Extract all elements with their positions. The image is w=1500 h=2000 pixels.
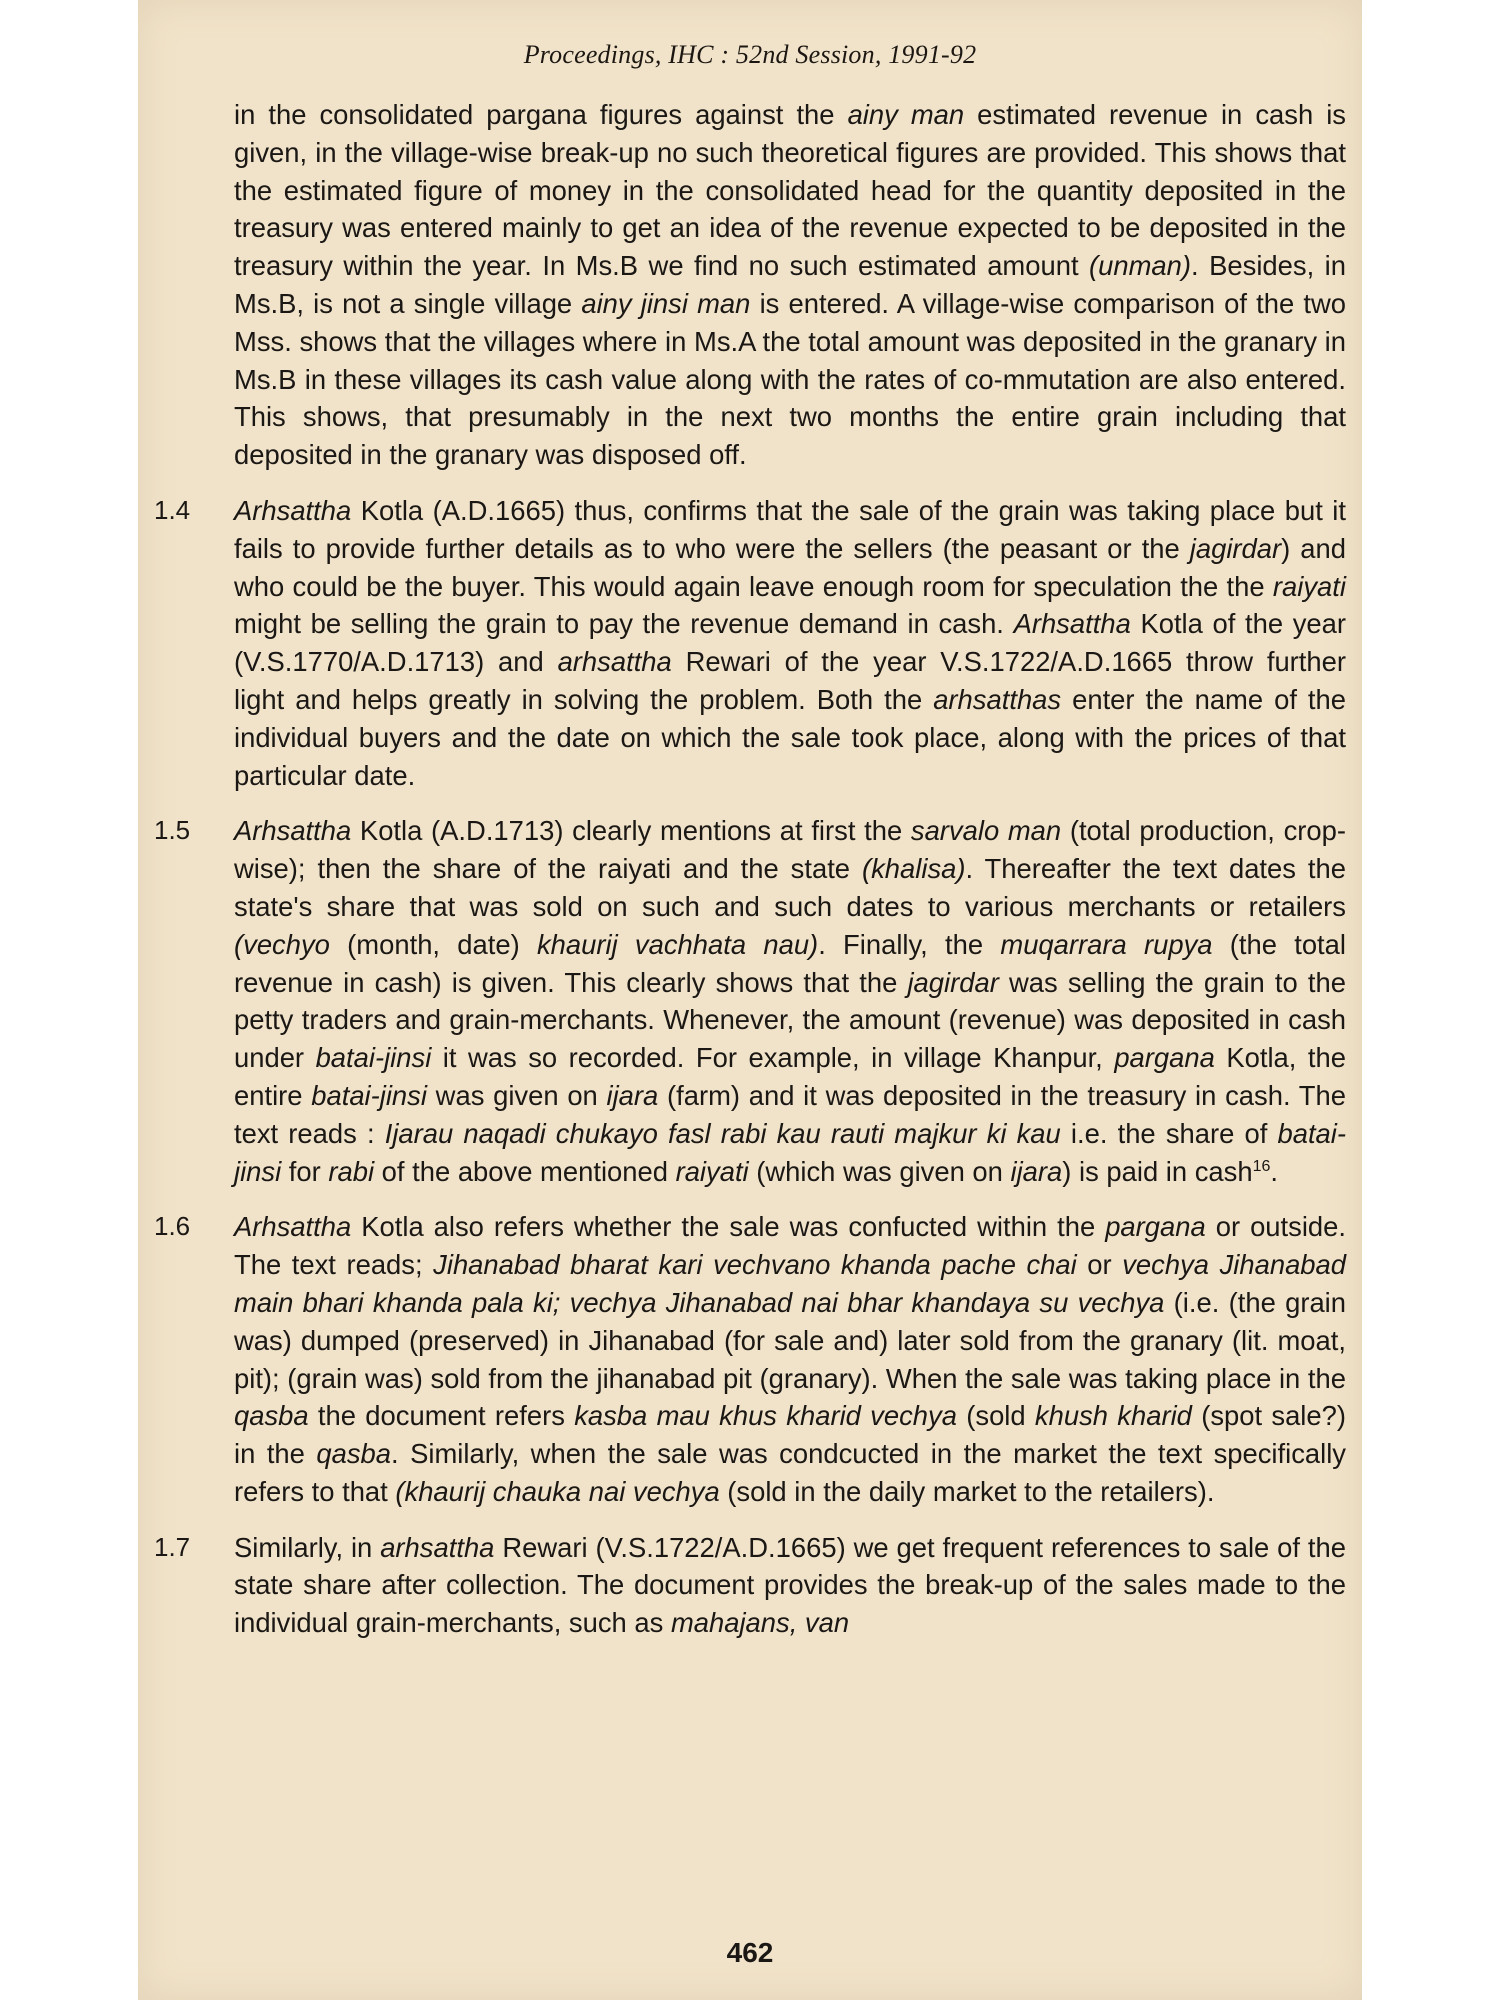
italic-term: Arhsattha bbox=[234, 494, 352, 526]
footnote-ref: 16 bbox=[1252, 1157, 1271, 1175]
text-run: the document refers bbox=[308, 1400, 575, 1432]
text-run: (farm) and it was deposited in the treasury in cash. The text reads : bbox=[234, 1079, 1346, 1149]
text-run: Kotla also refers whether the sale was confucted within the bbox=[351, 1211, 1106, 1243]
scanned-page bbox=[138, 0, 1362, 2000]
paragraph-1-7 bbox=[154, 1529, 1347, 1642]
italic-term: qasba bbox=[316, 1438, 392, 1470]
text-run: ) and who could be the buyer. This would again leave enough room for speculation the the bbox=[234, 532, 1347, 602]
text-run: or bbox=[1076, 1249, 1123, 1281]
text-run: Kotla (A.D.1713) clearly mentions at first the bbox=[351, 815, 911, 847]
text-run: (which was given on bbox=[748, 1155, 1011, 1187]
italic-term: raiyati bbox=[675, 1155, 749, 1187]
text-run: of the above mentioned bbox=[374, 1155, 676, 1187]
italic-term: khush kharid bbox=[1034, 1400, 1192, 1432]
italic-term: (khalisa) bbox=[861, 853, 966, 885]
italic-term: kasba mau khus kharid vechya bbox=[574, 1400, 957, 1432]
paragraph-number: 1.6 bbox=[154, 1211, 191, 1242]
italic-term: jagirdar bbox=[907, 966, 999, 998]
italic-term: khaurij vachhata nau) bbox=[536, 928, 819, 960]
italic-term: arhsatthas bbox=[933, 683, 1062, 715]
text-run: (total production, crop-wise); then the share of the raiyati and the state bbox=[234, 815, 1346, 885]
text-run: Kotla of the year (V.S.1770/A.D.1713) and bbox=[234, 608, 1346, 678]
italic-term: rabi bbox=[328, 1155, 375, 1187]
text-run: Kotla (A.D.1665) thus, confirms that the sale of the grain was taking place but it fails to provide further details as to who were the sellers (the peasant or the bbox=[234, 494, 1346, 564]
paragraph-number: 1.5 bbox=[154, 815, 191, 846]
text-run: it was so recorded. For example, in village Khanpur, bbox=[431, 1042, 1115, 1074]
italic-term: qasba bbox=[234, 1400, 309, 1432]
italic-term: (vechyo bbox=[234, 928, 330, 960]
text-run: (month, date) bbox=[329, 928, 537, 960]
text-run: (sold in the daily market to the retailers). bbox=[719, 1475, 1215, 1507]
paragraph-number: 1.4 bbox=[154, 494, 191, 525]
text-run: . Finally, the bbox=[818, 928, 1001, 960]
italic-term: ainy jinsi man bbox=[581, 287, 751, 319]
text-run: estimated revenue in cash is given, in the village-wise break-up no such theoretical figures are provided. This shows that the estimated figure of money in the consolidated head for the quantity deposited in the treasury was entered mainly to get an idea of the revenue expected to be deposited in the treasury within the year. In Ms.B we find no such estimated amount bbox=[234, 99, 1346, 282]
italic-term: arhsattha bbox=[557, 646, 672, 678]
page-number: 462 bbox=[726, 1937, 774, 1968]
text-run: was selling the grain to the petty traders and grain-merchants. Whenever, the amount (revenue) was deposited in cash under bbox=[234, 966, 1346, 1074]
italic-term: (unman) bbox=[1089, 250, 1192, 282]
paragraph-number: 1.7 bbox=[154, 1531, 191, 1562]
text-run: or outside. The text reads; bbox=[234, 1211, 1347, 1281]
italic-term: Jihanabad bharat kari vechvano khanda pache chai bbox=[433, 1249, 1077, 1281]
text-run: . Besides, in Ms.B, is not a single village bbox=[234, 250, 1346, 319]
italic-term: batai-jinsi bbox=[234, 1117, 1347, 1187]
paragraph-continued bbox=[234, 96, 1346, 474]
italic-term: (khaurij chauka nai vechya bbox=[395, 1475, 720, 1507]
text-run: enter the name of the individual buyers and the date on which the sale took place, along with the prices of that particular date. bbox=[234, 683, 1347, 791]
italic-term: raiyati bbox=[1272, 570, 1346, 602]
text-run: in the consolidated pargana figures against the bbox=[234, 99, 848, 130]
italic-term: pargana bbox=[1105, 1211, 1206, 1243]
paragraph-1-4 bbox=[154, 492, 1347, 794]
text-run: (i.e. (the grain was) dumped (preserved) in Jihanabad (for sale and) later sold from the granary (lit. moat, pit); (grain was) sold from the jihanabad pit (granary). When the sale was taking place in the bbox=[234, 1286, 1346, 1394]
text-run: Rewari (V.S.1722/A.D.1665) we get frequent references to sale of the state share after collection. The document provides the break-up of the sales made to the individual grain-merchants, such as bbox=[234, 1531, 1347, 1639]
text-run: . Thereafter the text dates the state's share that was sold on such and such dates to various merchants or retailers bbox=[234, 853, 1346, 922]
text-run: Similarly, in bbox=[234, 1531, 381, 1563]
text-run: . Similarly, when the sale was condcucted in the market the text specifically refers to that bbox=[234, 1438, 1346, 1507]
text-run: might be selling the grain to pay the revenue demand in cash. bbox=[234, 608, 1014, 640]
italic-term: ijara bbox=[1010, 1155, 1063, 1187]
paragraph-1-6 bbox=[154, 1208, 1347, 1510]
text-run: . bbox=[1270, 1155, 1279, 1187]
body-text bbox=[154, 96, 1347, 1660]
italic-term: arhsattha bbox=[380, 1531, 495, 1563]
italic-term: Arhsattha bbox=[1013, 608, 1131, 640]
text-run: Kotla, the entire bbox=[234, 1042, 1346, 1111]
italic-term: batai-jinsi bbox=[315, 1042, 432, 1074]
text-run: i.e. the share of bbox=[1060, 1117, 1278, 1149]
text-run: was given on bbox=[426, 1079, 607, 1111]
text-run: (spot sale?) in the bbox=[234, 1400, 1346, 1470]
italic-term: jagirdar bbox=[1189, 532, 1282, 564]
text-run: (the total revenue in cash) is given. This clearly shows that the bbox=[234, 928, 1346, 998]
italic-term: Ijarau naqadi chukayo fasl rabi kau rauti majkur ki kau bbox=[384, 1117, 1061, 1149]
text-run: is entered. A village-wise comparison of the two Mss. shows that the villages where in Ms.A the total amount was deposited in the granary in Ms.B in these villages its cash value along with the rates of co-mmutation are also entered. This shows, that presumably in the next two months the entire grain including that deposited in the granary was disposed off. bbox=[234, 287, 1346, 471]
text-run: for bbox=[281, 1155, 329, 1187]
italic-term: mahajans, van bbox=[670, 1607, 850, 1639]
paragraph-1-5 bbox=[154, 812, 1347, 1190]
text-run: Rewari of the year V.S.1722/A.D.1665 throw further light and helps greatly in solving the problem. Both the bbox=[234, 646, 1347, 715]
text-run: ) is paid in cash bbox=[1062, 1155, 1253, 1187]
italic-term: Arhsattha bbox=[234, 1211, 352, 1243]
italic-term: batai-jinsi bbox=[311, 1079, 427, 1111]
italic-term: sarvalo man bbox=[910, 815, 1062, 847]
running-header: Proceedings, IHC : 52nd Session, 1991-92 bbox=[523, 40, 977, 69]
italic-term: ijara bbox=[606, 1079, 659, 1111]
italic-term: ainy man bbox=[847, 99, 965, 130]
italic-term: Arhsattha bbox=[234, 815, 352, 847]
italic-term: vechya Jihanabad main bhari khanda pala ki; vechya Jihanabad nai bhar khandaya su vechya bbox=[234, 1249, 1346, 1318]
italic-term: pargana bbox=[1114, 1042, 1215, 1074]
italic-term: muqarrara rupya bbox=[1000, 928, 1213, 960]
text-run: (sold bbox=[956, 1400, 1035, 1432]
